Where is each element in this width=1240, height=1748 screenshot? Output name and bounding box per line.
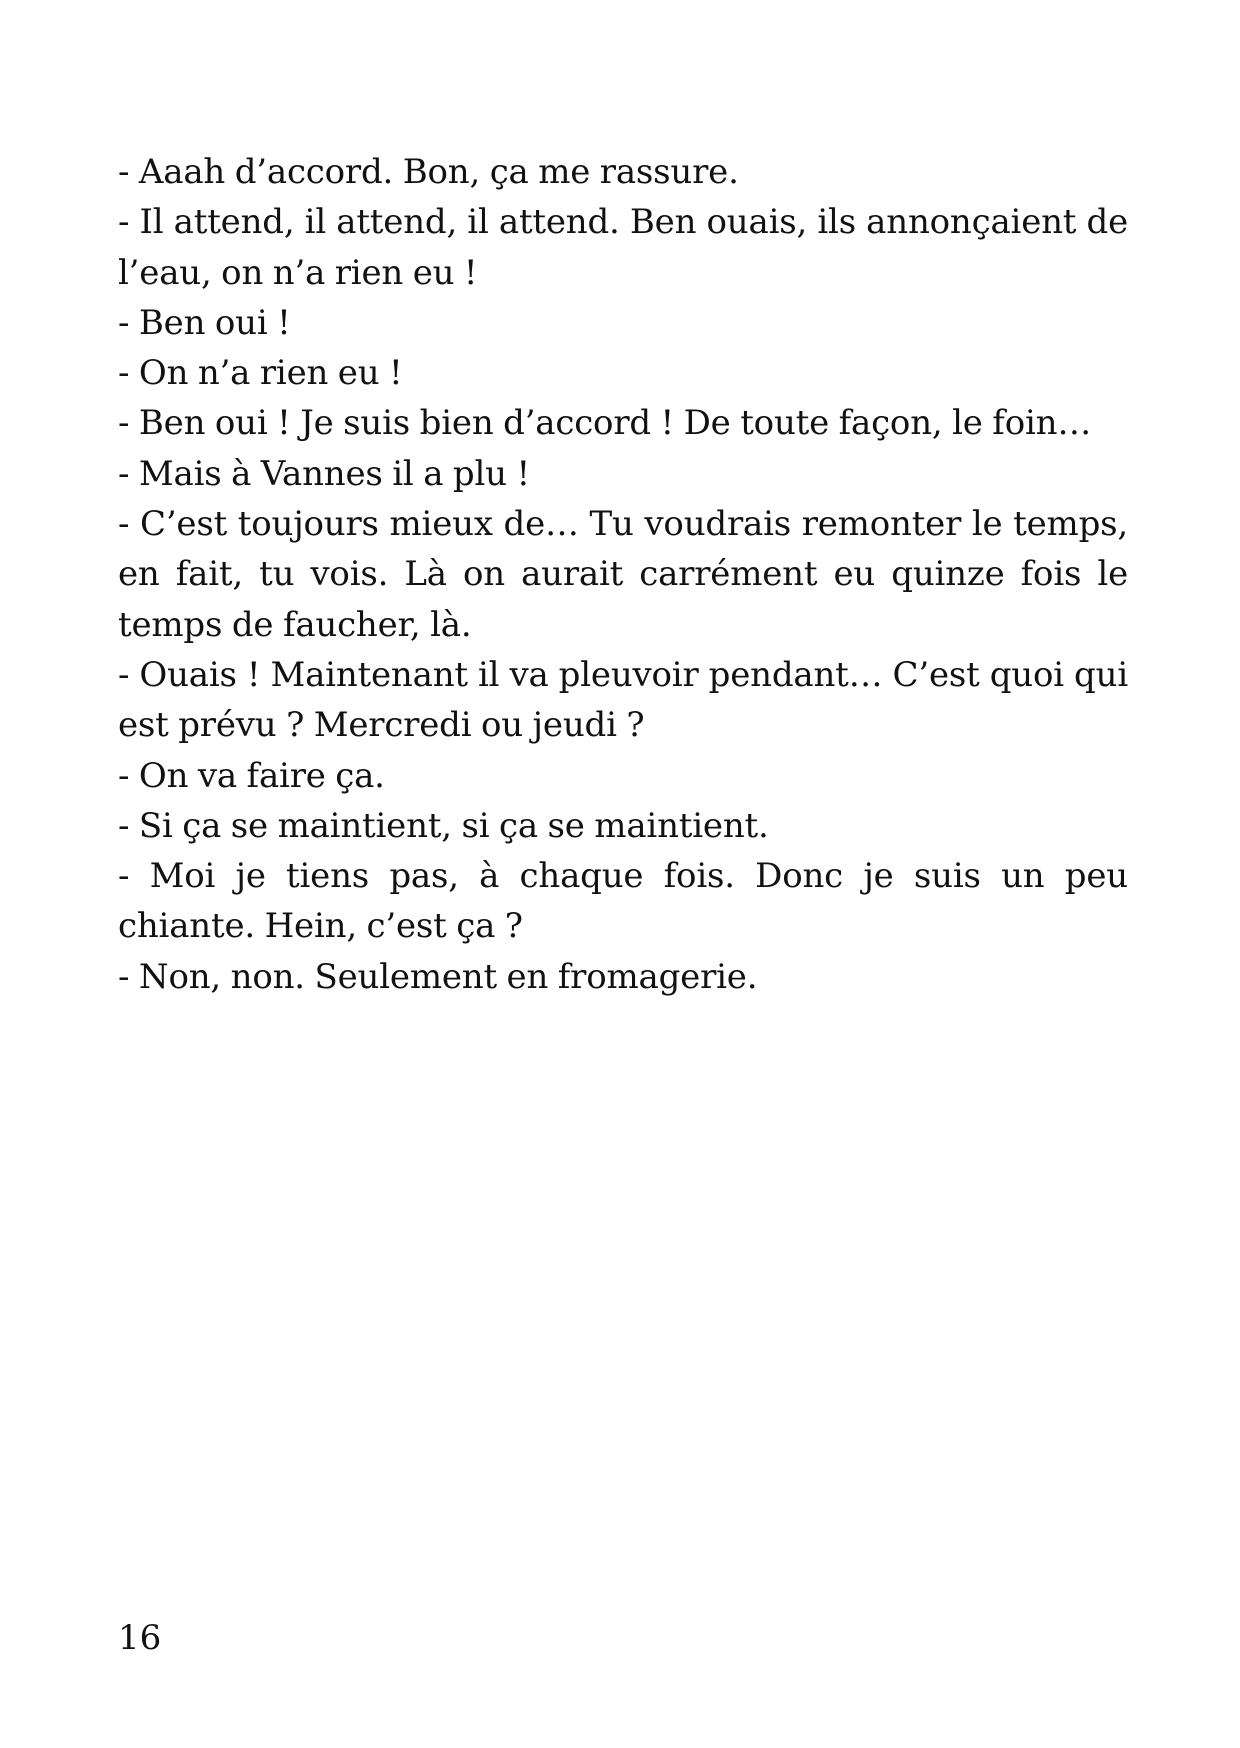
dialogue-line: - Mais à Vannes il a plu ! — [118, 453, 530, 494]
dialogue-line: - Moi je tiens pas, à chaque fois. Donc je suis un peu chiante. Hein, c’est ça ? — [118, 856, 1128, 947]
page-number: 16 — [118, 1618, 162, 1658]
dialogue-line: - Il attend, il attend, il attend. Ben ouais, ils annonçaient de l’eau, on n’a rien eu ! — [118, 202, 1128, 293]
dialogue-line: - On va faire ça. — [118, 755, 385, 796]
dialogue-line: - Aaah d’accord. Bon, ça me rassure. — [118, 152, 739, 192]
dialogue-line: - On n’a rien eu ! — [118, 353, 403, 394]
dialogue-line: - C’est toujours mieux de… Tu voudrais remonter le temps, en fait, tu vois. Là on aurait carrément eu quinze fois le temps de faucher, là. — [118, 504, 1128, 645]
dialogue-text — [118, 147, 1128, 1002]
dialogue-line: - Si ça se maintient, si ça se maintient. — [118, 805, 769, 846]
dialogue-line: - Ouais ! Maintenant il va pleuvoir pendant… C’est quoi qui est prévu ? Mercredi ou jeudi ? — [118, 654, 1128, 746]
dialogue-line: - Ben oui ! — [118, 302, 291, 343]
dialogue-line: - Ben oui ! Je suis bien d’accord ! De toute façon, le foin… — [118, 403, 1092, 444]
dialogue-line: - Non, non. Seulement en fromagerie. — [118, 956, 758, 997]
